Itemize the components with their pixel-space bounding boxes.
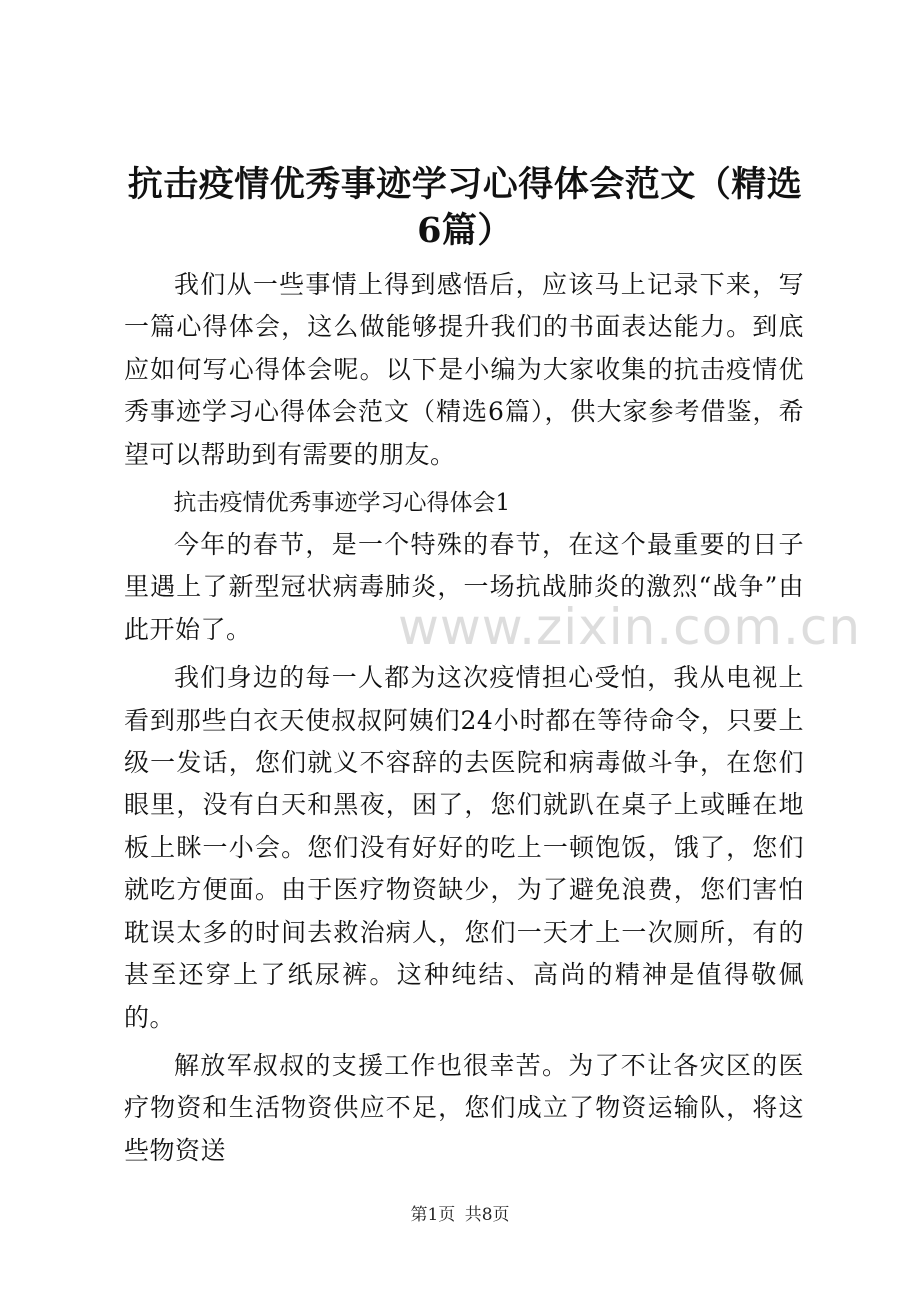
intro-paragraph: 我们从一些事情上得到感悟后，应该马上记录下来，写一篇心得体会，这么做能够提升我们的书面表达能力。到底应如何写心得体会呢。以下是小编为大家收集的抗击疫情优秀事迹学习心得体会范文（精选6篇），供大家参考借鉴，希望可以帮助到有需要的朋友。: [124, 270, 804, 469]
body-paragraph-2: 我们身边的每一人都为这次疫情担心受怕，我从电视上看到那些白衣天使叔叔阿姨们24小时都在等待命令，只要上级一发话，您们就义不容辞的去医院和病毒做斗争，在您们眼里，没有白天和黑夜，困了，您们就趴在桌子上或睡在地板上眯一小会。您们没有好好的吃上一顿饱饭，饿了，您们就吃方便面。由于医疗物资缺少，为了避免浪费，您们害怕耽误太多的时间去救治病人，您们一天才上一次厕所，有的甚至还穿上了纸尿裤。这种纯结、高尚的精神是值得敬佩的。: [124, 663, 804, 1032]
page-footer: [0, 1200, 920, 1225]
watermark-text: www.zixin.com.cn: [398, 598, 862, 656]
document-title: 抗击疫情优秀事迹学习心得体会范文（精选6篇）: [127, 164, 803, 251]
body-paragraph-1: 今年的春节，是一个特殊的春节，在这个最重要的日子里遇上了新型冠状病毒肺炎，一场抗战肺炎的激烈“战争”由此开始了。: [124, 530, 804, 644]
section-heading: 抗击疫情优秀事迹学习心得体会1: [173, 490, 511, 517]
page-number: 第1页: [410, 1205, 456, 1225]
page-total: 共8页: [464, 1205, 510, 1225]
document-body: [124, 264, 804, 1172]
body-paragraph-3: 解放军叔叔的支援工作也很幸苦。为了不让各灾区的医疗物资和生活物资供应不足，您们成立了物资运输队，将这些物资送: [124, 1050, 804, 1165]
